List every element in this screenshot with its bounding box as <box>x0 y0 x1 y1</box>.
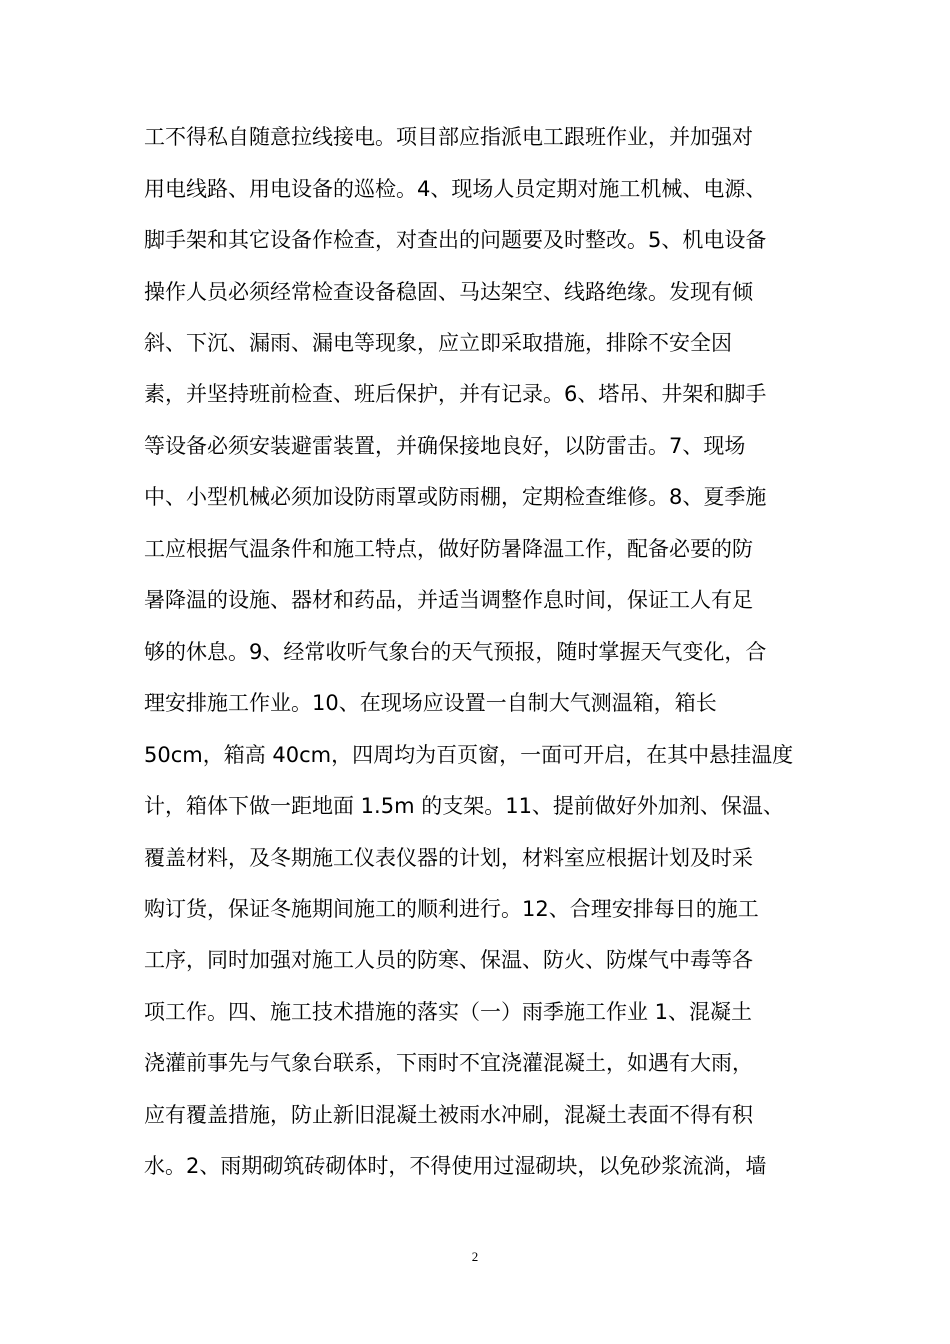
text-line: 素，并坚持班前检查、班后保护，并有记录。6、塔吊、井架和脚手 <box>144 382 767 406</box>
text-line: 工序，同时加强对施工人员的防寒、保温、防火、防煤气中毒等各 <box>144 948 753 972</box>
text-line: 应有覆盖措施，防止新旧混凝土被雨水冲刷，混凝土表面不得有积 <box>144 1103 753 1127</box>
text-line: 工不得私自随意拉线接电。项目部应指派电工跟班作业，并加强对 <box>144 125 753 149</box>
text-line: 工应根据气温条件和施工特点，做好防暑降温工作，配备必要的防 <box>144 537 753 561</box>
text-line: 暑降温的设施、器材和药品，并适当调整作息时间，保证工人有足 <box>144 588 753 612</box>
text-line: 斜、下沉、漏雨、漏电等现象，应立即采取措施，排除不安全因 <box>144 331 732 355</box>
text-line: 水。2、雨期砌筑砖砌体时，不得使用过湿砌块，以免砂浆流淌，墙 <box>144 1154 767 1178</box>
text-line: 项工作。四、施工技术措施的落实（一）雨季施工作业 1、混凝土 <box>144 1000 753 1024</box>
text-line: 浇灌前事先与气象台联系，下雨时不宜浇灌混凝土，如遇有大雨， <box>144 1051 753 1075</box>
page-number: 2 <box>471 1249 479 1264</box>
text-line: 操作人员必须经常检查设备稳固、马达架空、线路绝缘。发现有倾 <box>144 280 753 304</box>
text-line: 用电线路、用电设备的巡检。4、现场人员定期对施工机械、电源、 <box>144 177 767 201</box>
text-line: 覆盖材料，及冬期施工仪表仪器的计划，材料室应根据计划及时采 <box>144 846 753 870</box>
text-line: 够的休息。9、经常收听气象台的天气预报，随时掌握天气变化，合 <box>144 640 767 664</box>
text-line: 理安排施工作业。10、在现场应设置一自制大气测温箱，箱长 <box>144 691 717 715</box>
text-line: 等设备必须安装避雷装置，并确保接地良好，以防雷击。7、现场 <box>144 434 746 458</box>
text-line: 购订货，保证冬施期间施工的顺利进行。12、合理安排每日的施工 <box>144 897 759 921</box>
text-line: 脚手架和其它设备作检查，对查出的问题要及时整改。5、机电设备 <box>144 228 767 252</box>
text-line: 50cm，箱高 40cm，四周均为百页窗，一面可开启，在其中悬挂温度 <box>144 743 794 767</box>
text-line: 中、小型机械必须加设防雨罩或防雨棚，定期检查维修。8、夏季施 <box>144 485 767 509</box>
text-line: 计，箱体下做一距地面 1.5m 的支架。11、提前做好外加剂、保温、 <box>144 794 784 818</box>
